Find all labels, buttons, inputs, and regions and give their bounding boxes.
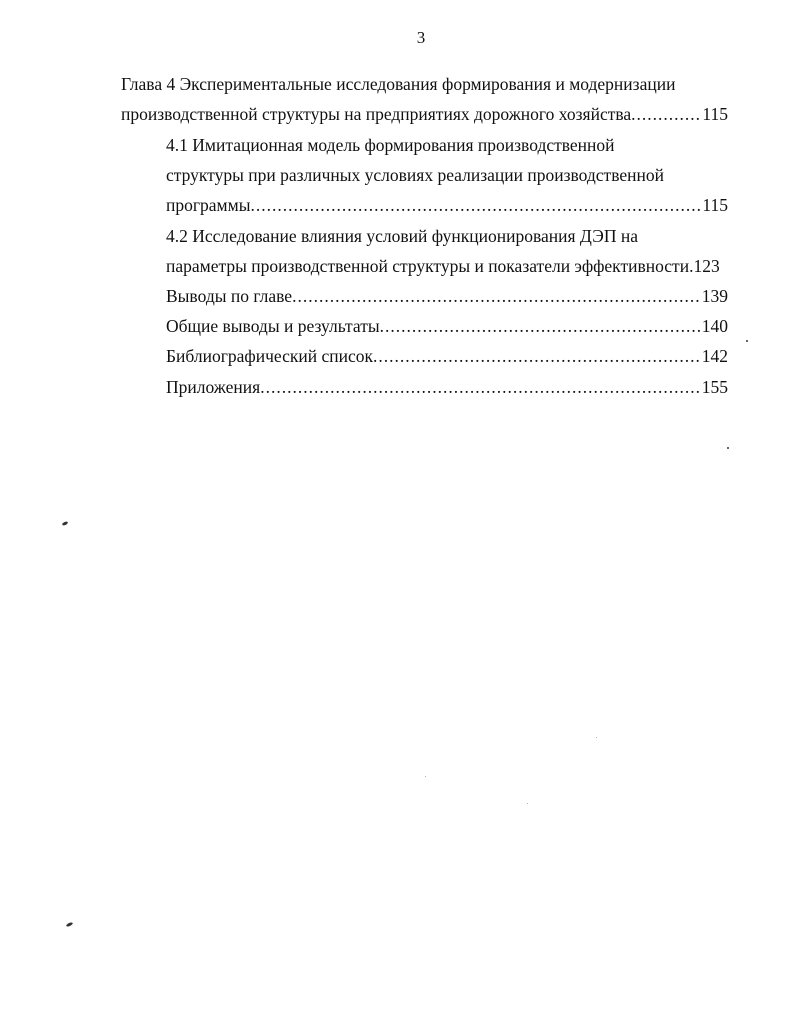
toc-section41-title-line3: программы xyxy=(166,195,251,215)
dot-leader xyxy=(292,286,701,306)
toc-entry-bibliography[interactable] xyxy=(166,346,728,366)
toc-chapter4-page: 115 xyxy=(702,104,728,124)
dot-leader xyxy=(260,377,701,397)
toc-general-conclusions-label: Общие выводы и результаты xyxy=(166,316,380,336)
toc-section42-page: 123 xyxy=(693,256,720,276)
dot-leader xyxy=(380,316,701,336)
toc-section41-title-line1: 4.1 Имитационная модель формирования производственной xyxy=(166,135,615,155)
toc-bibliography-page: 142 xyxy=(701,346,728,366)
toc-chapter4-title-line1: Глава 4 Экспериментальные исследования формирования и модернизации xyxy=(121,74,676,94)
toc-entry-section42[interactable] xyxy=(166,256,728,276)
scan-speck xyxy=(746,340,748,342)
dot-leader xyxy=(250,195,701,215)
toc-entry-appendices[interactable] xyxy=(166,377,728,397)
dot-leader xyxy=(631,104,701,124)
toc-appendices-page: 155 xyxy=(701,377,728,397)
scan-speck xyxy=(62,521,69,526)
toc-bibliography-label: Библиографический список xyxy=(166,346,374,366)
toc-entry-general-conclusions[interactable] xyxy=(166,316,728,336)
toc-general-conclusions-page: 140 xyxy=(701,316,728,336)
toc-appendices-label: Приложения xyxy=(166,377,261,397)
scan-speck xyxy=(66,922,74,928)
dot-separator: . xyxy=(689,256,694,276)
dot-leader xyxy=(373,346,701,366)
toc-section41-title-line2: структуры при различных условиях реализации производственной xyxy=(166,165,664,185)
toc-conclusions-chapter-page: 139 xyxy=(701,286,728,306)
toc-chapter4-title-line2: производственной структуры на предприятиях дорожного хозяйства xyxy=(121,104,632,124)
scan-speck xyxy=(727,447,729,449)
toc-conclusions-chapter-label: Выводы по главе xyxy=(166,286,293,306)
toc-entry-section41[interactable] xyxy=(166,195,728,215)
toc-entry-conclusions-chapter[interactable] xyxy=(166,286,728,306)
toc-entry-chapter4[interactable] xyxy=(121,104,728,124)
scan-speck xyxy=(596,737,597,738)
scan-speck xyxy=(527,803,528,804)
toc-section42-title-line2: параметры производственной структуры и показатели эффективности xyxy=(166,256,690,276)
page-number: 3 xyxy=(416,28,426,47)
toc-section41-page: 115 xyxy=(702,195,728,215)
toc-section42-title-line1: 4.2 Исследование влияния условий функционирования ДЭП на xyxy=(166,226,638,246)
scan-speck xyxy=(425,776,426,777)
